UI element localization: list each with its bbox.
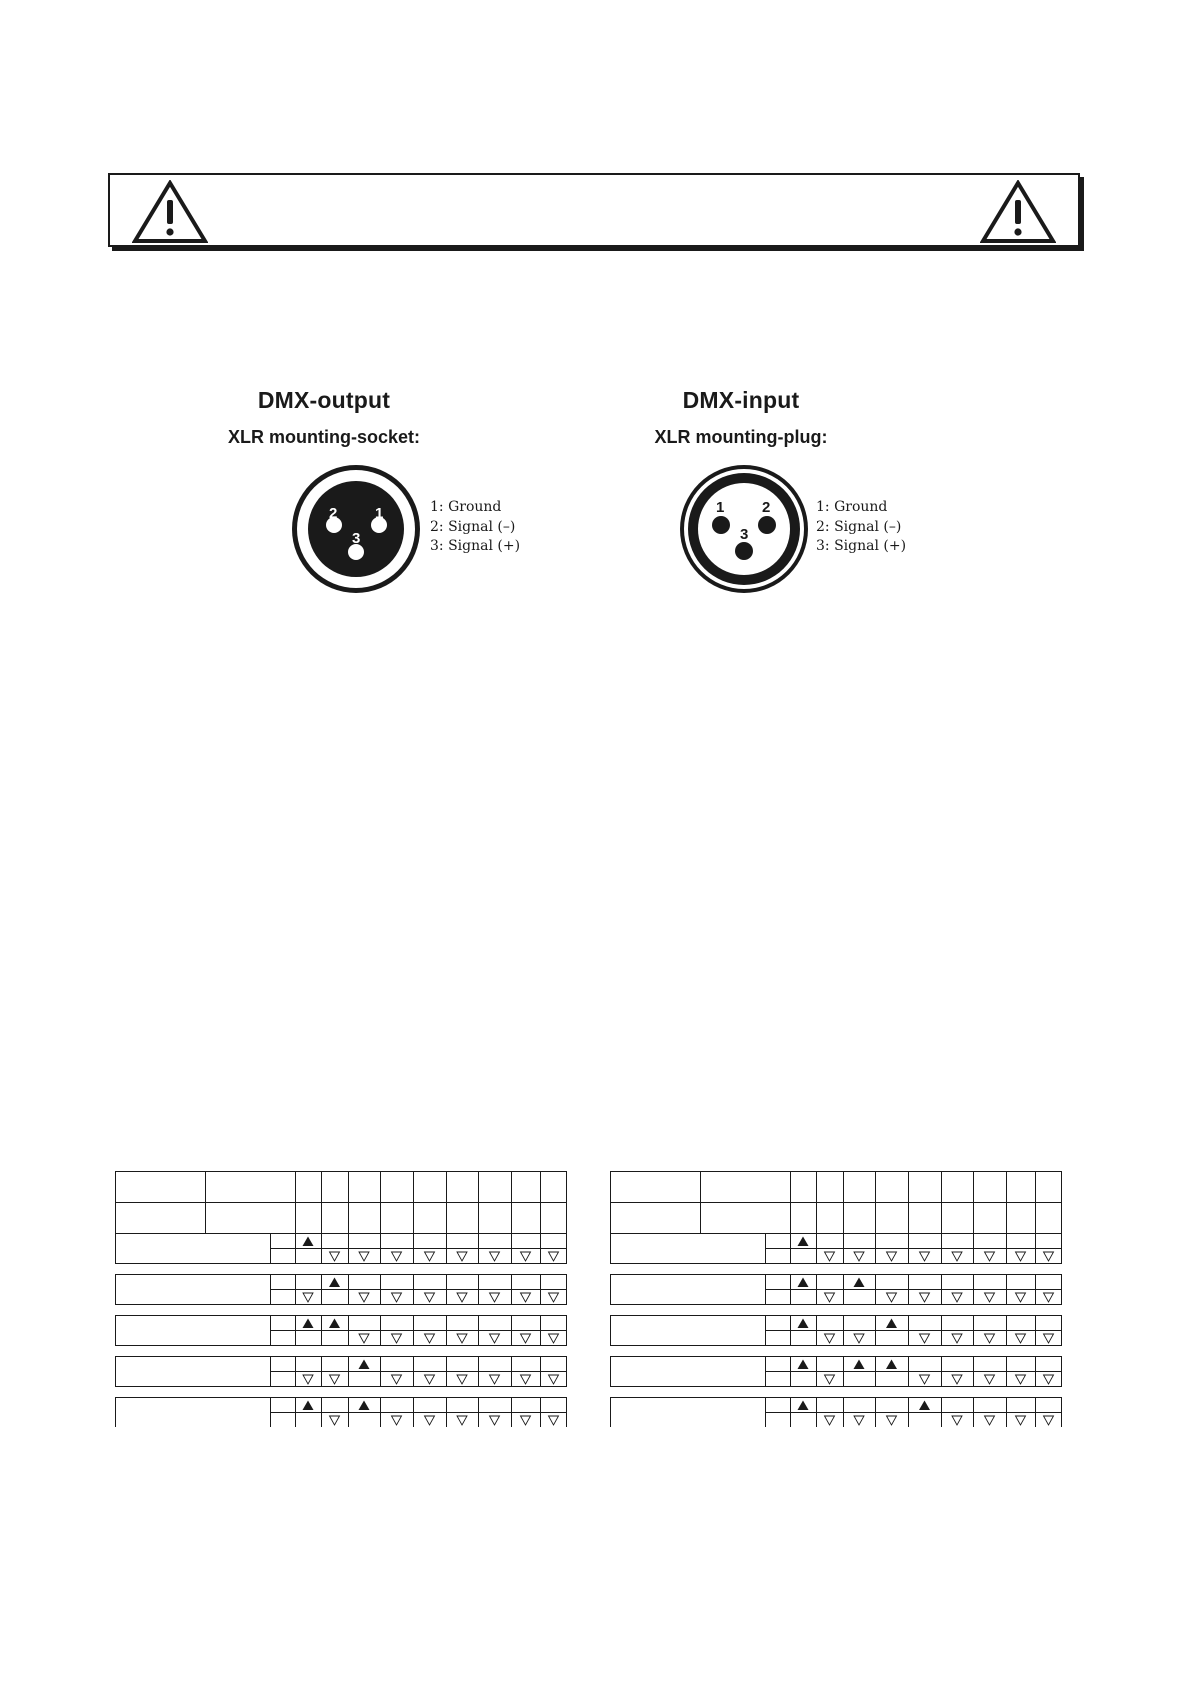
triangle-outline-down-icon: [490, 1334, 500, 1343]
triangle-outline-down-icon: [392, 1252, 402, 1261]
pin-description: 2: Signal (–): [816, 518, 902, 535]
triangle-outline-down-icon: [887, 1293, 897, 1302]
triangle-outline-down-icon: [425, 1334, 435, 1343]
triangle-outline-down-icon: [825, 1375, 835, 1384]
triangle-outline-down-icon: [854, 1334, 864, 1343]
triangle-outline-down-icon: [457, 1416, 467, 1425]
triangle-outline-down-icon: [920, 1334, 930, 1343]
triangle-outline-down-icon: [854, 1252, 864, 1261]
dmx-output-subtitle: XLR mounting-socket:: [228, 427, 420, 447]
triangle-outline-down-icon: [985, 1375, 995, 1384]
dmx-output-pinout: [430, 498, 520, 557]
triangle-outline-down-icon: [952, 1293, 962, 1302]
pin-label: 3: [740, 526, 749, 543]
dmx-input-title: DMX-input: [682, 387, 800, 413]
triangle-filled-up-icon: [798, 1360, 809, 1370]
triangle-outline-down-icon: [521, 1375, 531, 1384]
triangle-outline-down-icon: [549, 1293, 559, 1302]
triangle-outline-down-icon: [457, 1293, 467, 1302]
dip-table-grid: [115, 1171, 567, 1427]
pin-label: 2: [329, 505, 338, 522]
warning-banner: [108, 173, 1080, 247]
triangle-outline-down-icon: [521, 1293, 531, 1302]
triangle-outline-down-icon: [985, 1416, 995, 1425]
triangle-outline-down-icon: [952, 1416, 962, 1425]
triangle-outline-down-icon: [825, 1252, 835, 1261]
triangle-outline-down-icon: [490, 1293, 500, 1302]
pin-description: 3: Signal (+): [816, 538, 907, 554]
triangle-outline-down-icon: [392, 1416, 402, 1425]
pin-description: 1: Ground: [816, 499, 888, 515]
triangle-filled-up-icon: [359, 1360, 370, 1370]
triangle-outline-down-icon: [952, 1252, 962, 1261]
triangle-outline-down-icon: [952, 1375, 962, 1384]
triangle-outline-down-icon: [920, 1375, 930, 1384]
triangle-outline-down-icon: [521, 1334, 531, 1343]
triangle-outline-down-icon: [457, 1375, 467, 1384]
triangle-outline-down-icon: [1044, 1416, 1054, 1425]
dmx-input-pinout: [816, 498, 906, 557]
triangle-outline-down-icon: [825, 1416, 835, 1425]
triangle-outline-down-icon: [425, 1252, 435, 1261]
triangle-filled-up-icon: [798, 1278, 809, 1288]
triangle-outline-down-icon: [457, 1252, 467, 1261]
triangle-filled-up-icon: [854, 1278, 865, 1288]
pin-label: 3: [352, 530, 361, 547]
triangle-outline-down-icon: [359, 1293, 369, 1302]
triangle-outline-down-icon: [457, 1334, 467, 1343]
triangle-outline-down-icon: [1016, 1375, 1026, 1384]
triangle-outline-down-icon: [330, 1375, 340, 1384]
triangle-outline-down-icon: [521, 1252, 531, 1261]
triangle-filled-up-icon: [329, 1319, 340, 1329]
triangle-filled-up-icon: [329, 1278, 340, 1288]
triangle-outline-down-icon: [549, 1375, 559, 1384]
triangle-filled-up-icon: [798, 1401, 809, 1411]
triangle-filled-up-icon: [359, 1401, 370, 1411]
dmx-input-subtitle: XLR mounting-plug:: [654, 427, 828, 447]
triangle-outline-down-icon: [490, 1375, 500, 1384]
warning-triangle-icon: [132, 180, 208, 244]
triangle-outline-down-icon: [490, 1252, 500, 1261]
triangle-outline-down-icon: [359, 1252, 369, 1261]
pin-description: 1: Ground: [430, 499, 502, 515]
triangle-outline-down-icon: [392, 1293, 402, 1302]
triangle-outline-down-icon: [549, 1252, 559, 1261]
triangle-outline-down-icon: [952, 1334, 962, 1343]
triangle-outline-down-icon: [549, 1416, 559, 1425]
triangle-outline-down-icon: [425, 1416, 435, 1425]
dmx-output-connector: [228, 387, 564, 617]
triangle-filled-up-icon: [303, 1401, 314, 1411]
triangle-outline-down-icon: [1044, 1375, 1054, 1384]
triangle-outline-down-icon: [303, 1293, 313, 1302]
triangle-outline-down-icon: [392, 1375, 402, 1384]
dmx-output-title: DMX-output: [257, 387, 391, 413]
xlr-plug-icon: [677, 462, 811, 596]
triangle-outline-down-icon: [1016, 1416, 1026, 1425]
triangle-filled-up-icon: [919, 1401, 930, 1411]
triangle-outline-down-icon: [1016, 1252, 1026, 1261]
pin-label: 2: [762, 499, 771, 516]
pin-label: 1: [716, 499, 725, 516]
xlr-socket-icon: [289, 462, 423, 596]
pin-description: 3: Signal (+): [430, 538, 521, 554]
triangle-outline-down-icon: [392, 1334, 402, 1343]
dip-address-table-right: [610, 1171, 1062, 1427]
triangle-outline-down-icon: [549, 1334, 559, 1343]
dip-table-grid: [610, 1171, 1062, 1427]
triangle-filled-up-icon: [798, 1237, 809, 1247]
triangle-outline-down-icon: [985, 1293, 995, 1302]
warning-triangle-icon: [980, 180, 1056, 244]
triangle-outline-down-icon: [303, 1375, 313, 1384]
triangle-outline-down-icon: [1044, 1293, 1054, 1302]
dip-address-table-left: [115, 1171, 567, 1427]
triangle-outline-down-icon: [887, 1416, 897, 1425]
triangle-outline-down-icon: [490, 1416, 500, 1425]
triangle-outline-down-icon: [854, 1416, 864, 1425]
triangle-outline-down-icon: [920, 1252, 930, 1261]
triangle-outline-down-icon: [330, 1252, 340, 1261]
triangle-outline-down-icon: [359, 1334, 369, 1343]
triangle-outline-down-icon: [1044, 1252, 1054, 1261]
triangle-filled-up-icon: [798, 1319, 809, 1329]
triangle-outline-down-icon: [425, 1375, 435, 1384]
triangle-outline-down-icon: [1016, 1293, 1026, 1302]
pin-description: 2: Signal (–): [430, 518, 516, 535]
triangle-outline-down-icon: [887, 1252, 897, 1261]
triangle-filled-up-icon: [303, 1237, 314, 1247]
triangle-outline-down-icon: [985, 1252, 995, 1261]
triangle-outline-down-icon: [425, 1293, 435, 1302]
triangle-filled-up-icon: [303, 1319, 314, 1329]
triangle-filled-up-icon: [854, 1360, 865, 1370]
triangle-outline-down-icon: [1044, 1334, 1054, 1343]
triangle-outline-down-icon: [825, 1334, 835, 1343]
triangle-outline-down-icon: [1016, 1334, 1026, 1343]
triangle-filled-up-icon: [886, 1319, 897, 1329]
triangle-outline-down-icon: [985, 1334, 995, 1343]
triangle-outline-down-icon: [330, 1416, 340, 1425]
triangle-outline-down-icon: [920, 1293, 930, 1302]
dmx-input-connector: [631, 387, 951, 617]
triangle-outline-down-icon: [825, 1293, 835, 1302]
pin-label: 1: [375, 505, 384, 522]
triangle-outline-down-icon: [521, 1416, 531, 1425]
triangle-filled-up-icon: [886, 1360, 897, 1370]
